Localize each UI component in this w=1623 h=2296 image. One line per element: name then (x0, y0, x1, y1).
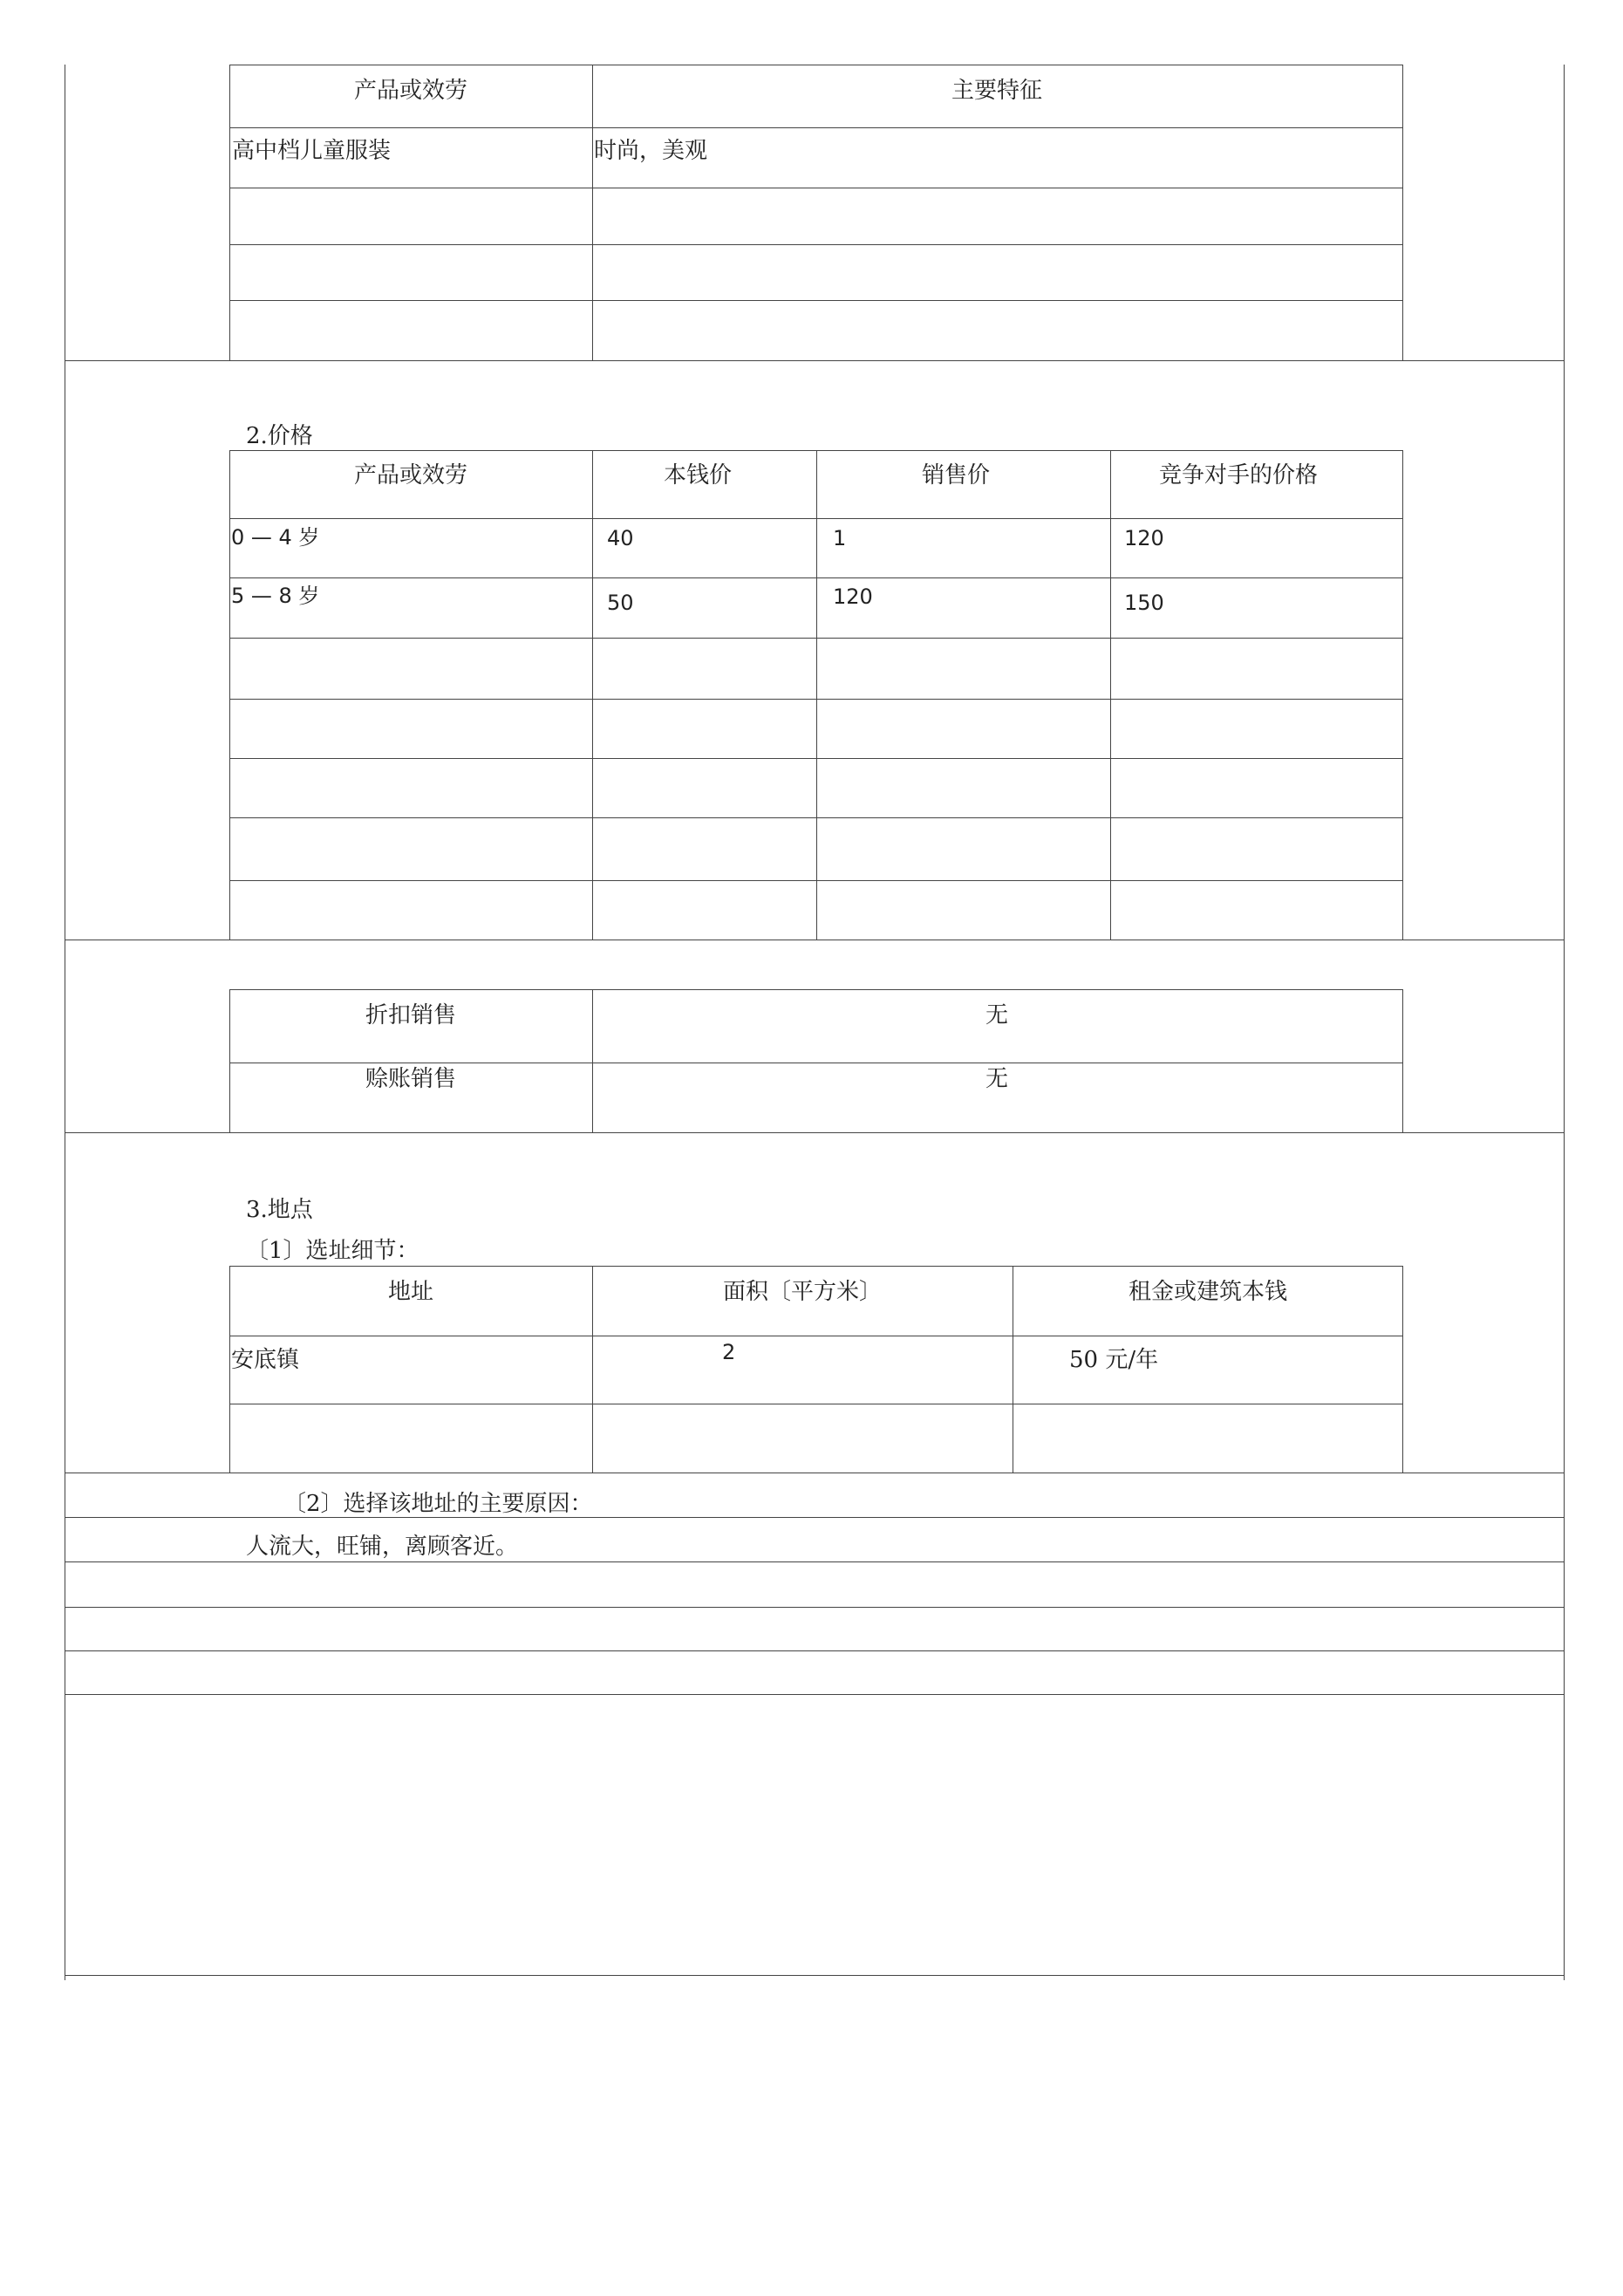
sales-discount-label: 折扣销售 (365, 1002, 457, 1028)
location-header-area: 面积〔平方米〕 (722, 1279, 883, 1305)
reason-line (65, 1607, 1564, 1608)
price-row-2-product: 5 — 8 岁 (231, 584, 320, 608)
section-divider (65, 360, 1564, 361)
sales-credit-value: 无 (985, 1066, 1009, 1092)
price-row-2-cost: 50 (607, 591, 634, 615)
location-header-rent: 租金或建筑本钱 (1128, 1279, 1288, 1305)
products-header-feature: 主要特征 (951, 78, 1043, 104)
reason-line (65, 1517, 1564, 1518)
sales-discount-value: 无 (985, 1002, 1009, 1028)
price-row-2-sale: 120 (833, 584, 873, 609)
location-row-1-area: 2 (722, 1340, 736, 1364)
price-header-competitor: 竞争对手的价格 (1158, 462, 1319, 489)
products-header-product: 产品或效劳 (353, 78, 468, 104)
location-reason-text: 人流大，旺铺，离顾客近。 (246, 1534, 519, 1560)
price-section-title: 2.价格 (246, 423, 313, 449)
price-header-product: 产品或效劳 (353, 462, 468, 489)
price-row-2-competitor: 150 (1124, 591, 1164, 615)
reason-line (65, 1694, 1564, 1695)
price-header-cost: 本钱价 (663, 462, 733, 489)
price-row-1-product: 0 — 4 岁 (231, 525, 320, 550)
location-detail-label: 〔1〕选址细节： (246, 1238, 419, 1264)
price-row-1-competitor: 120 (1124, 526, 1164, 550)
reason-line (65, 1561, 1564, 1562)
location-reason-label: 〔2〕选择该地址的主要原因： (283, 1491, 593, 1517)
location-header-address: 地址 (387, 1279, 434, 1305)
location-row-1-address: 安底镇 (231, 1347, 300, 1373)
reason-line (65, 1650, 1564, 1651)
price-row-1-cost: 40 (607, 526, 634, 550)
location-row-1-rent: 50 元/年 (1069, 1347, 1159, 1373)
price-row-1-sale: 1 (833, 526, 847, 550)
location-section-title: 3.地点 (246, 1197, 313, 1223)
section-divider (65, 1132, 1564, 1133)
products-row-1-feature: 时尚，美观 (594, 138, 708, 164)
outer-right-border (1564, 65, 1565, 1980)
products-row-1-product: 高中档儿童服装 (232, 138, 392, 164)
outer-bottom-border (65, 1975, 1564, 1976)
sales-credit-label: 赊账销售 (365, 1066, 457, 1092)
price-header-sale: 销售价 (921, 462, 991, 489)
